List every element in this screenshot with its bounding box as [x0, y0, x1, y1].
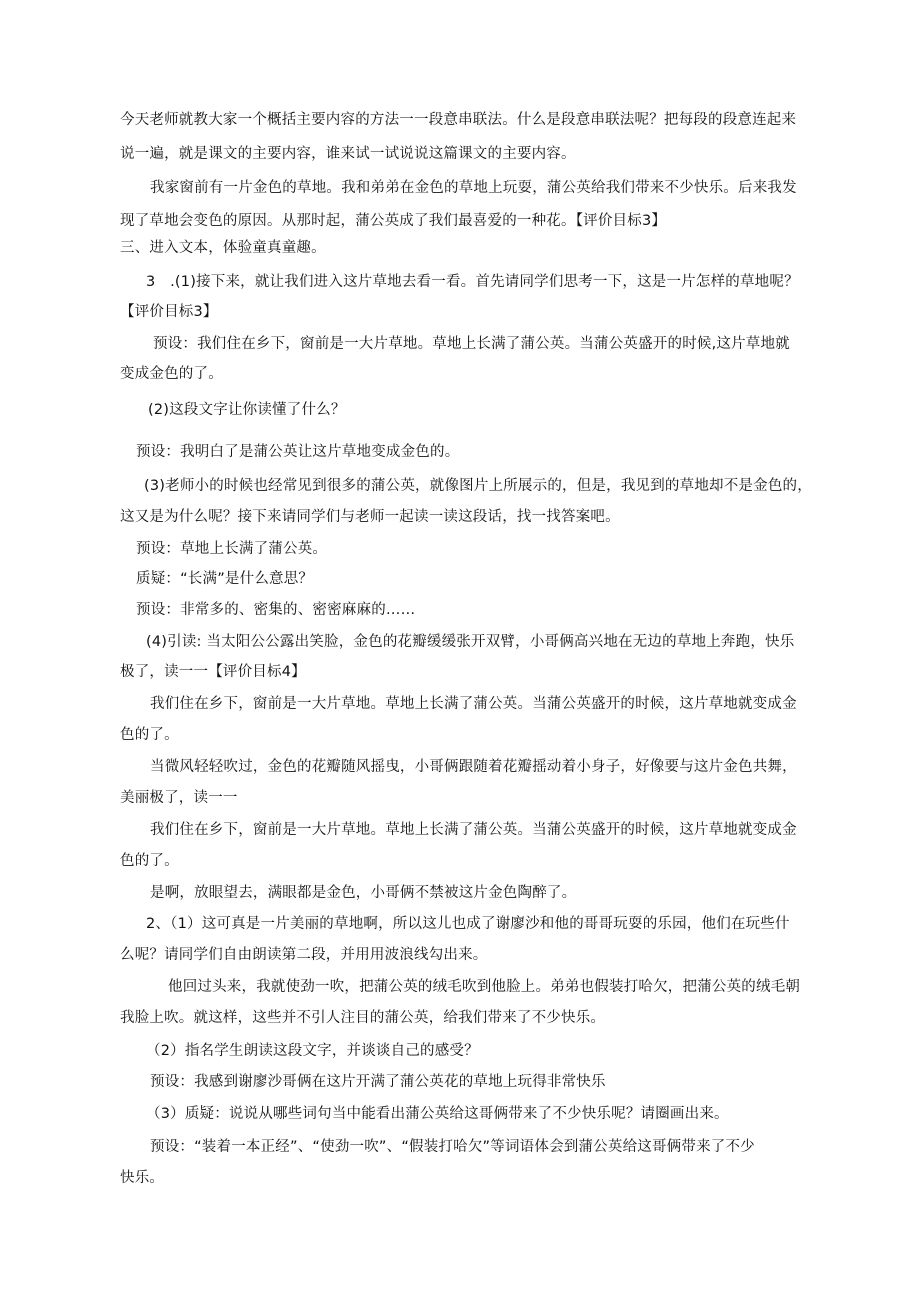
text-line: （3）质疑：说说从哪些词句当中能看出蒲公英给这哥俩带来了不少快乐呢？请圈画出来。 — [146, 1106, 729, 1122]
text-line: 预设：我们住在乡下，窗前是一大片草地。草地上长满了蒲公英。当蒲公英盛开的时候,这片草地就 — [153, 336, 790, 352]
text-line: 极了，读一一【评价目标4】 — [120, 664, 306, 680]
text-line: (3)老师小的时候也经常见到很多的蒲公英，就像图片上所展示的，但是，我见到的草地却不是金色的， — [144, 478, 812, 494]
text-line: 2、（1）这可真是一片美丽的草地啊，所以这儿也成了谢廖沙和他的哥哥玩耍的乐园，他们在玩些什 — [146, 916, 790, 932]
text-line: 我脸上吹。就这样，这些并不引人注目的蒲公英，给我们带来了不少快乐。 — [120, 1010, 606, 1026]
text-line: 预设：非常多的、密集的、密密麻麻的…… — [136, 602, 416, 618]
text-line: 快乐。 — [120, 1170, 165, 1186]
text-line: 3 .(1)接下来，就让我们进入这片草地去看一看。首先请同学们思考一下，这是一片怎样的草地呢？ — [146, 274, 799, 290]
text-line: 今天老师就教大家一个概括主要内容的方法一一段意串联法。什么是段意串联法呢？把每段的段意连起来 — [120, 112, 797, 128]
text-line: 当微风轻轻吹过，金色的花瓣随风摇曳，小哥俩跟随着花瓣摇动着小身子，好像要与这片金色共舞， — [150, 759, 797, 775]
text-line: 我们住在乡下，窗前是一大片草地。草地上长满了蒲公英。当蒲公英盛开的时候，这片草地就变成金 — [150, 696, 797, 712]
text-line: 我家窗前有一片金色的草地。我和弟弟在金色的草地上玩耍，蒲公英给我们带来不少快乐。后来我发 — [150, 180, 797, 196]
text-line: 质疑：“长满”是什么意思？ — [136, 571, 314, 587]
section-heading: 三、进入文本，体验童真童趣。 — [120, 240, 326, 256]
text-line: 预设：我感到谢廖沙哥俩在这片开满了蒲公英花的草地上玩得非常快乐 — [150, 1074, 606, 1090]
text-line: 现了草地会变色的原因。从那时起，蒲公英成了我们最喜爱的一种花。【评价目标3】 — [120, 213, 667, 229]
text-line: 色的了。 — [120, 727, 179, 743]
text-line: 美丽极了，读一一 — [120, 790, 238, 806]
text-line: 么呢？请同学们自由朗读第二段，并用用波浪线勾出来。 — [120, 947, 488, 963]
text-line: 预设：我明白了是蒲公英让这片草地变成金色的。 — [136, 444, 460, 460]
text-line: 说一遍，就是课文的主要内容，谁来试一试说说这篇课文的主要内容。 — [120, 146, 576, 162]
text-line: （2）指名学生朗读这段文字，并谈谈自己的感受？ — [146, 1043, 479, 1059]
text-line: 预设：草地上长满了蒲公英。 — [136, 541, 328, 557]
text-line: 预设：“装着一本正经”、“使劲一吹”、“假装打哈欠”等词语体会到蒲公英给这哥俩带来了不少 — [150, 1139, 755, 1155]
text-line: 这又是为什么呢？接下来请同学们与老师一起读一读这段话，找一找答案吧。 — [120, 509, 620, 525]
text-line: 色的了。 — [120, 853, 179, 869]
text-line: 【评价目标3】 — [120, 304, 218, 320]
text-line: 是啊，放眼望去，满眼都是金色，小哥俩不禁被这片金色陶醉了。 — [150, 885, 577, 901]
text-line: 变成金色的了。 — [120, 366, 223, 382]
text-line: 我们住在乡下，窗前是一大片草地。草地上长满了蒲公英。当蒲公英盛开的时候，这片草地就变成金 — [150, 822, 797, 838]
text-line: (2)这段文字让你读懂了什么？ — [148, 402, 346, 418]
text-line: 他回过头来，我就使劲一吹，把蒲公英的绒毛吹到他脸上。弟弟也假装打哈欠，把蒲公英的绒毛朝 — [168, 979, 801, 995]
text-line: (4)引读: 当太阳公公露出笑脸，金色的花瓣缓缓张开双臂，小哥俩高兴地在无边的草地上奔跑，快乐 — [146, 634, 795, 650]
